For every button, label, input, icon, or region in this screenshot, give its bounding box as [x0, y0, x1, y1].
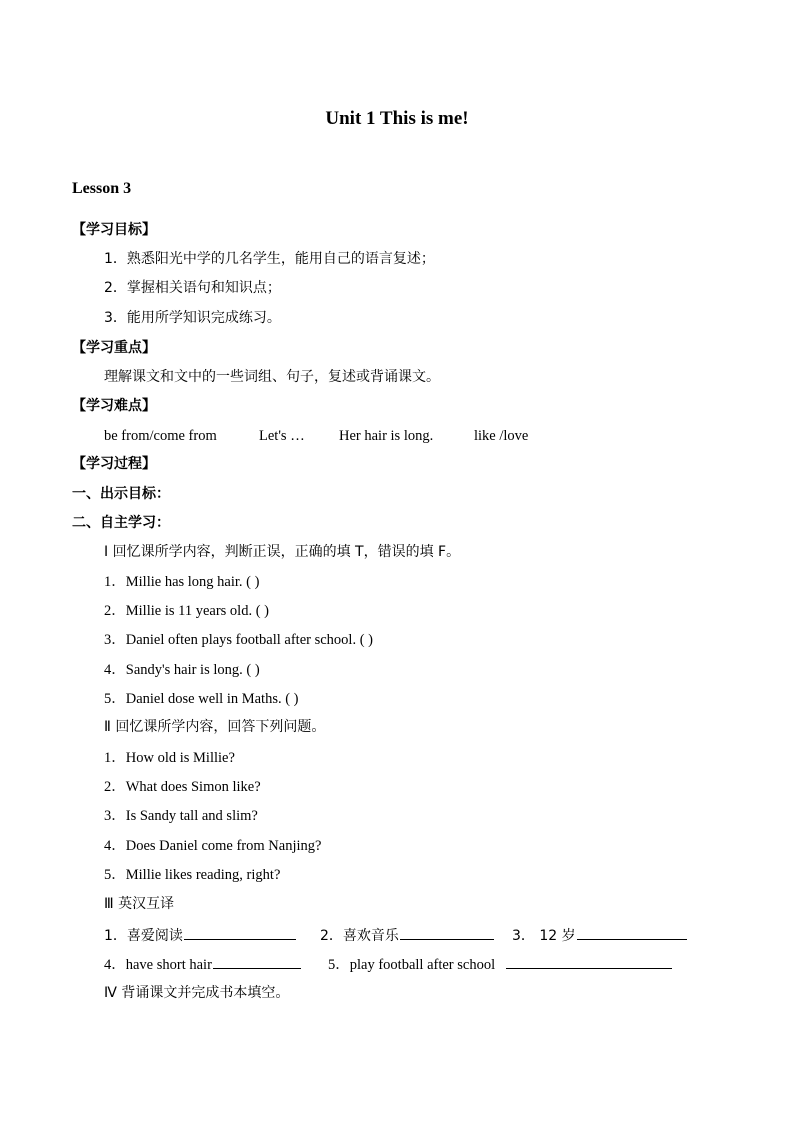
- question-item: 2．What does Simon like?: [104, 779, 261, 795]
- true-false-item: 2．Millie is 11 years old. ( ): [104, 603, 269, 619]
- part1-instruction: Ⅰ 回忆课所学内容，判断正误，正确的填 T，错误的填 F。: [104, 544, 461, 560]
- focus-heading: 【学习重点】: [72, 340, 156, 356]
- step-one: 一、出示目标：: [72, 486, 170, 502]
- answer-blank[interactable]: [213, 954, 301, 969]
- question-item: 5．Millie likes reading, right?: [104, 867, 281, 883]
- translation-item: [104, 954, 301, 974]
- difficulty-item: be from/come from: [104, 428, 217, 444]
- answer-blank[interactable]: [400, 925, 494, 940]
- translation-prompt: 1．喜爱阅读: [104, 928, 183, 944]
- part3-instruction: Ⅲ 英汉互译: [104, 896, 175, 912]
- translation-prompt: 4．have short hair: [104, 957, 212, 973]
- question-item: 4．Does Daniel come from Nanjing?: [104, 838, 322, 854]
- true-false-item: 3．Daniel often plays football after school. ( ): [104, 632, 373, 648]
- difficulty-item: like /love: [474, 428, 529, 444]
- true-false-item: 5．Daniel dose well in Maths. ( ): [104, 691, 299, 707]
- translation-prompt: 3． 12 岁: [512, 928, 576, 944]
- translation-item: [320, 925, 494, 945]
- difficulty-item: Her hair is long.: [339, 428, 434, 444]
- part2-instruction: Ⅱ 回忆课所学内容，回答下列问题。: [104, 719, 326, 735]
- answer-blank[interactable]: [577, 925, 687, 940]
- lesson-heading: Lesson 3: [72, 180, 132, 197]
- translation-item: [512, 925, 687, 945]
- step-two: 二、自主学习：: [72, 515, 170, 531]
- page-title: Unit 1 This is me!: [325, 108, 469, 129]
- translation-item: [104, 925, 296, 945]
- difficulty-item: Let's …: [259, 428, 305, 444]
- goal-item: 2．掌握相关语句和知识点；: [104, 280, 281, 296]
- true-false-item: 1．Millie has long hair. ( ): [104, 574, 260, 590]
- focus-text: 理解课文和文中的一些词组、句子，复述或背诵课文。: [104, 369, 440, 385]
- answer-blank[interactable]: [506, 954, 672, 969]
- goal-item: 3．能用所学知识完成练习。: [104, 310, 281, 326]
- true-false-item: 4．Sandy's hair is long. ( ): [104, 662, 260, 678]
- translation-item: [328, 954, 672, 974]
- question-item: 1．How old is Millie?: [104, 750, 235, 766]
- goals-heading: 【学习目标】: [72, 222, 156, 238]
- translation-prompt: 5．play football after school: [328, 957, 496, 973]
- process-heading: 【学习过程】: [72, 456, 156, 472]
- part4-instruction: Ⅳ 背诵课文并完成书本填空。: [104, 985, 290, 1001]
- answer-blank[interactable]: [184, 925, 296, 940]
- question-item: 3．Is Sandy tall and slim?: [104, 808, 258, 824]
- translation-prompt: 2．喜欢音乐: [320, 928, 399, 944]
- goal-item: 1．熟悉阳光中学的几名学生，能用自己的语言复述；: [104, 251, 435, 267]
- difficulty-heading: 【学习难点】: [72, 398, 156, 414]
